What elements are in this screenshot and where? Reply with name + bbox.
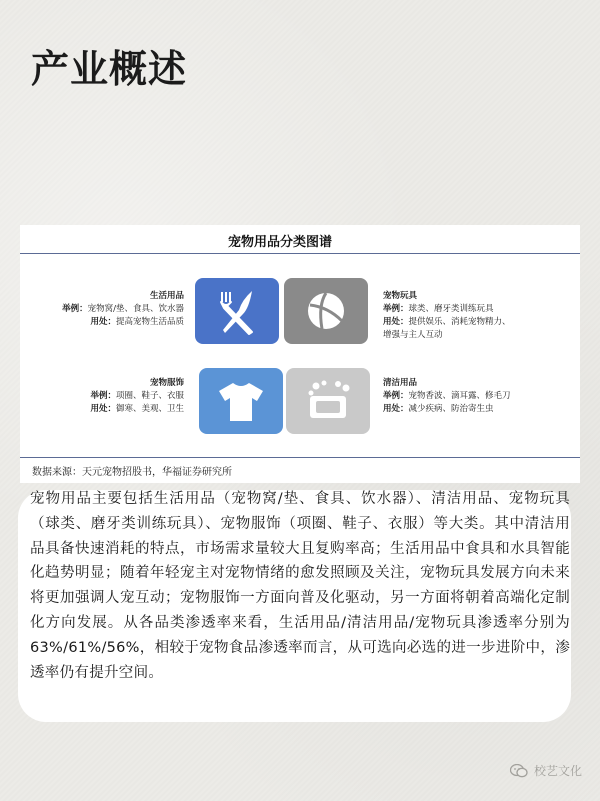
- cleaning-tile: [286, 368, 370, 434]
- use-key: 用处：: [383, 317, 409, 327]
- use-key: 用处：: [383, 404, 409, 414]
- category-living-supplies: [14, 290, 184, 329]
- page-title: 产业概述: [31, 47, 188, 91]
- category-pet-toys: [383, 290, 573, 342]
- fork-knife-tile: [195, 278, 279, 344]
- category-name: 宠物玩具: [383, 291, 418, 301]
- use-text: 提高宠物生活品质: [115, 317, 184, 327]
- figure-source: 数据来源：天元宠物招股书，华福证券研究所: [32, 467, 232, 478]
- ball-tile: [284, 278, 368, 344]
- use-text-cont: 增强与主人互动: [383, 330, 443, 340]
- category-name: 清洁用品: [383, 378, 418, 388]
- tshirt-tile: [199, 368, 283, 434]
- use-key: 用处：: [90, 317, 116, 327]
- examples-key: 举例：: [383, 304, 409, 314]
- use-text: 提供娱乐、消耗宠物精力、: [408, 317, 511, 327]
- figure-title: 宠物用品分类图谱: [227, 235, 332, 250]
- ball-icon: [302, 287, 350, 335]
- examples-key: 举例：: [383, 391, 409, 401]
- category-pet-apparel: [14, 377, 184, 416]
- figure-bottom-rule: [20, 457, 580, 458]
- category-name: 宠物服饰: [149, 378, 184, 388]
- examples-key: 举例：: [90, 391, 116, 401]
- examples-text: 球类、磨牙类训练玩具: [408, 304, 494, 314]
- category-cleaning-supplies: [383, 377, 573, 416]
- use-text: 减少疾病、防治寄生虫: [408, 404, 494, 414]
- examples-text: 宠物窝/垫、食具、饮水器: [87, 304, 184, 314]
- watermark: [510, 762, 582, 779]
- category-name: 生活用品: [149, 291, 184, 301]
- watermark-text: 校艺文化: [533, 764, 582, 778]
- use-key: 用处：: [90, 404, 116, 414]
- fork-knife-icon: [212, 286, 262, 336]
- examples-text: 宠物香波、滴耳露、修毛刀: [408, 391, 511, 401]
- classification-figure: [20, 225, 580, 483]
- wechat-icon: [510, 764, 528, 778]
- tshirt-icon: [217, 379, 265, 423]
- cleaning-icon: [302, 378, 354, 424]
- body-paragraph: 宠物用品主要包括生活用品（宠物窝/垫、食具、饮水器）、清洁用品、宠物玩具（球类、磨牙类训练玩具）、宠物服饰（项圈、鞋子、衣服）等大类。其中清洁用品具备快速消耗的特点，市场需求量较大且复购率高；生活用品中食具和水具智能化趋势明显；随着年轻宠主对宠物情绪的愈发照顾及关注，宠物玩具发展方向未来将更加强调人宠互动；宠物服饰一方面向普及化驱动，另一方面将朝着高端化定制化方向发展。从各品类渗透率来看，生活用品/清洁用品/宠物玩具渗透率分别为63%/61%/56%，相较于宠物食品渗透率而言，从可选向必选的进一步进阶中，渗透率仍有提升空间。: [30, 491, 570, 681]
- examples-text: 项圈、鞋子、衣服: [115, 391, 184, 401]
- figure-top-rule: [20, 253, 580, 254]
- use-text: 御寒、美观、卫生: [115, 404, 184, 414]
- examples-key: 举例：: [62, 304, 88, 314]
